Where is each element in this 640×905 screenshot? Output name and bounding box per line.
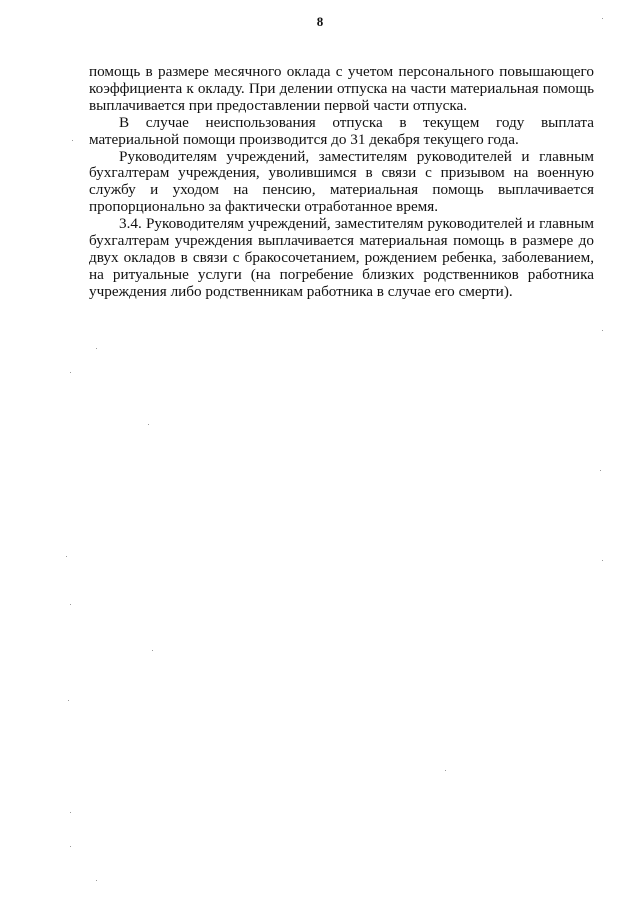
paragraph-continued: помощь в размере месячного оклада с учетом персонального повышающего коэффициента к окладу. При делении отпуска на части материальная помощь выплачивается при предоставлении первой части отпуска. xyxy=(89,63,594,114)
paragraph-dismissal: Руководителям учреждений, заместителям руководителей и главным бухгалтерам учреждения, уволившимся в связи с призывом на военную службу и уходом на пенсию, материальная помощь выплачивается пропорционально за фактически отработанное время. xyxy=(89,147,594,216)
paragraph-section-3-4: 3.4. Руководителям учреждений, заместителям руководителей и главным бухгалтерам учреждения выплачивается материальная помощь в размере до двух окладов в связи с бракосочетанием, рождением ребенка, заболеванием, на ритуальные услуги (на погребение близких родственников работника учреждения либо родственникам работника в случае его смерти). xyxy=(89,215,594,300)
paragraph-unused-leave: В случае неиспользования отпуска в текущем году выплата материальной помощи производится до 31 декабря текущего года. xyxy=(89,113,594,148)
page-number: 8 xyxy=(316,14,324,29)
body-text xyxy=(89,64,594,301)
